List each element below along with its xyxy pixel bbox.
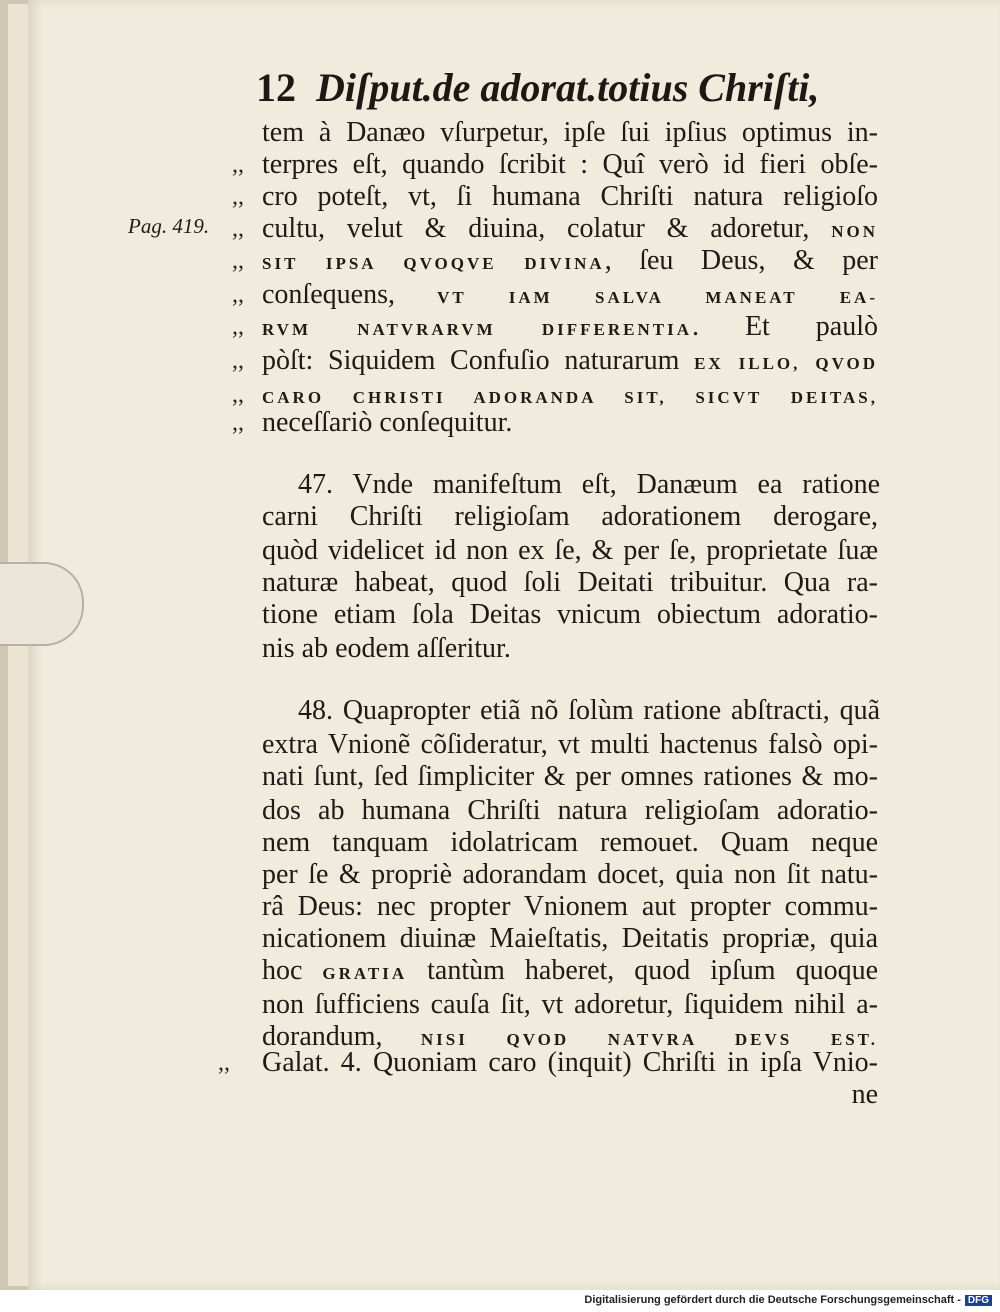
small-caps-text: NON [831, 222, 878, 241]
text-line [262, 500, 878, 534]
text-line [262, 180, 878, 214]
line-text: pòſt: Siquidem Confuſio naturarum [262, 345, 695, 376]
line-text: tione etiam ſola Deitas vnicum obiectum adoratio- [262, 599, 878, 630]
quotation-mark: ,, [232, 282, 244, 308]
text-line [262, 954, 878, 991]
line-text: Galat. 4. Quoniam caro (inquit) Chriſti in ipſa Vnio- [262, 1047, 878, 1078]
quotation-mark: ,, [232, 410, 244, 436]
small-caps-text: NISI QVOD NATVRA DEVS EST. [420, 1030, 878, 1049]
line-text: hoc [262, 955, 323, 986]
quotation-mark: ,, [232, 184, 244, 210]
text-line [262, 1046, 878, 1080]
text-line [262, 598, 878, 632]
quotation-mark: ,, [232, 152, 244, 178]
page-number: 12 [256, 65, 296, 110]
quotation-mark: ,, [232, 382, 244, 408]
line-text: terpres eſt, quando ſcribit : Quî verò id fieri obſe- [262, 149, 878, 180]
small-caps-text: CARO CHRISTI ADORANDA SIT, SICVT DEITAS, [262, 388, 878, 407]
text-line [262, 244, 878, 281]
line-text: quòd videlicet id non ex ſe, & per ſe, proprietate ſuæ [262, 535, 878, 566]
text-line [262, 534, 878, 568]
text-line [262, 116, 878, 150]
line-text: râ Deus: nec propter Vnionem aut propter commu- [262, 891, 878, 922]
digitization-credit [584, 1294, 992, 1306]
line-text: nem tanquam idolatricam remouet. Quam neque [262, 827, 878, 858]
text-line [262, 566, 878, 600]
text-line [262, 794, 878, 828]
small-caps-text: VT IAM SALVA MANEAT EA- [437, 288, 878, 307]
line-text: per ſe & propriè adorandam docet, quia non ſit natu- [262, 859, 878, 890]
line-text: dorandum, [262, 1021, 421, 1052]
text-line [262, 826, 878, 860]
line-text: dos ab humana Chriſti natura religioſam adoratio- [262, 795, 878, 826]
line-text: nis ab eodem aſſeritur. [262, 633, 511, 664]
line-text: . Et paulò [692, 311, 878, 342]
text-line [262, 310, 878, 347]
small-caps-text: SIT IPSA QVOQVE DIVINA [262, 254, 605, 273]
line-text: nati ſunt, ſed ſimpliciter & per omnes rationes & mo- [262, 761, 878, 792]
running-title: Diſput.de adorat.totius Chriſti, [316, 65, 820, 110]
text-line [298, 694, 880, 728]
quotation-mark: ,, [232, 248, 244, 274]
dfg-logo: DFG [965, 1295, 992, 1306]
small-caps-text: RVM NATVRARVM DIFFERENTIA [262, 320, 692, 339]
text-line [262, 988, 878, 1022]
line-text: tem à Danæo vſurpetur, ipſe ſui ipſius optimus in- [262, 117, 878, 148]
text-line [262, 632, 878, 666]
text-line [262, 890, 878, 924]
text-line [262, 344, 878, 381]
line-text: carni Chriſti religioſam adorationem derogare, [262, 501, 878, 532]
line-text: extra Vnionẽ cõſideratur, vt multi hactenus falsò opi- [262, 729, 878, 760]
small-caps-text: EX ILLO, QVOD [694, 354, 879, 373]
quotation-mark: ,, [232, 348, 244, 374]
text-line [262, 1078, 878, 1112]
line-text: neceſſariò conſequitur. [262, 407, 513, 438]
line-text: non ſufficiens cauſa ſit, vt adoretur, ſiquidem nihil a- [262, 989, 878, 1020]
text-line [262, 406, 878, 440]
line-text: naturæ habeat, quod ſoli Deitati tribuitur. Qua ra- [262, 567, 878, 598]
line-text: , ſeu Deus, & per [604, 245, 878, 276]
text-line [262, 728, 878, 762]
line-text: cro poteſt, vt, ſi humana Chriſti natura religioſo [262, 181, 878, 212]
text-line [298, 468, 880, 502]
text-line [262, 760, 878, 794]
line-text: 47. Vnde manifeſtum eſt, Danæum ea ratione [298, 469, 880, 500]
bookmark-tab [0, 562, 84, 646]
text-line [262, 148, 878, 182]
line-text: 48. Quapropter etiã nõ ſolùm ratione abſtracti, quã [298, 695, 880, 726]
quotation-mark: ,, [232, 216, 244, 242]
line-text: ne [851, 1079, 878, 1110]
line-text: nicationem diuinæ Maieſtatis, Deitatis propriæ, quia [262, 923, 878, 954]
margin-reference: Pag. 419. [128, 214, 210, 238]
credit-text: Digitalisierung gefördert durch die Deutsche Forschungsgemeinschaft - [584, 1294, 961, 1306]
quotation-mark: ,, [232, 314, 244, 340]
line-text: tantùm haberet, quod ipſum quoque [407, 955, 878, 986]
small-caps-text: GRATIA [322, 964, 408, 983]
line-text: conſequens, [262, 279, 438, 310]
running-head [256, 64, 819, 111]
text-line [262, 922, 878, 956]
line-text: cultu, velut & diuina, colatur & adoretur, [262, 213, 832, 244]
text-line [262, 858, 878, 892]
quotation-mark: ,, [218, 1050, 230, 1076]
